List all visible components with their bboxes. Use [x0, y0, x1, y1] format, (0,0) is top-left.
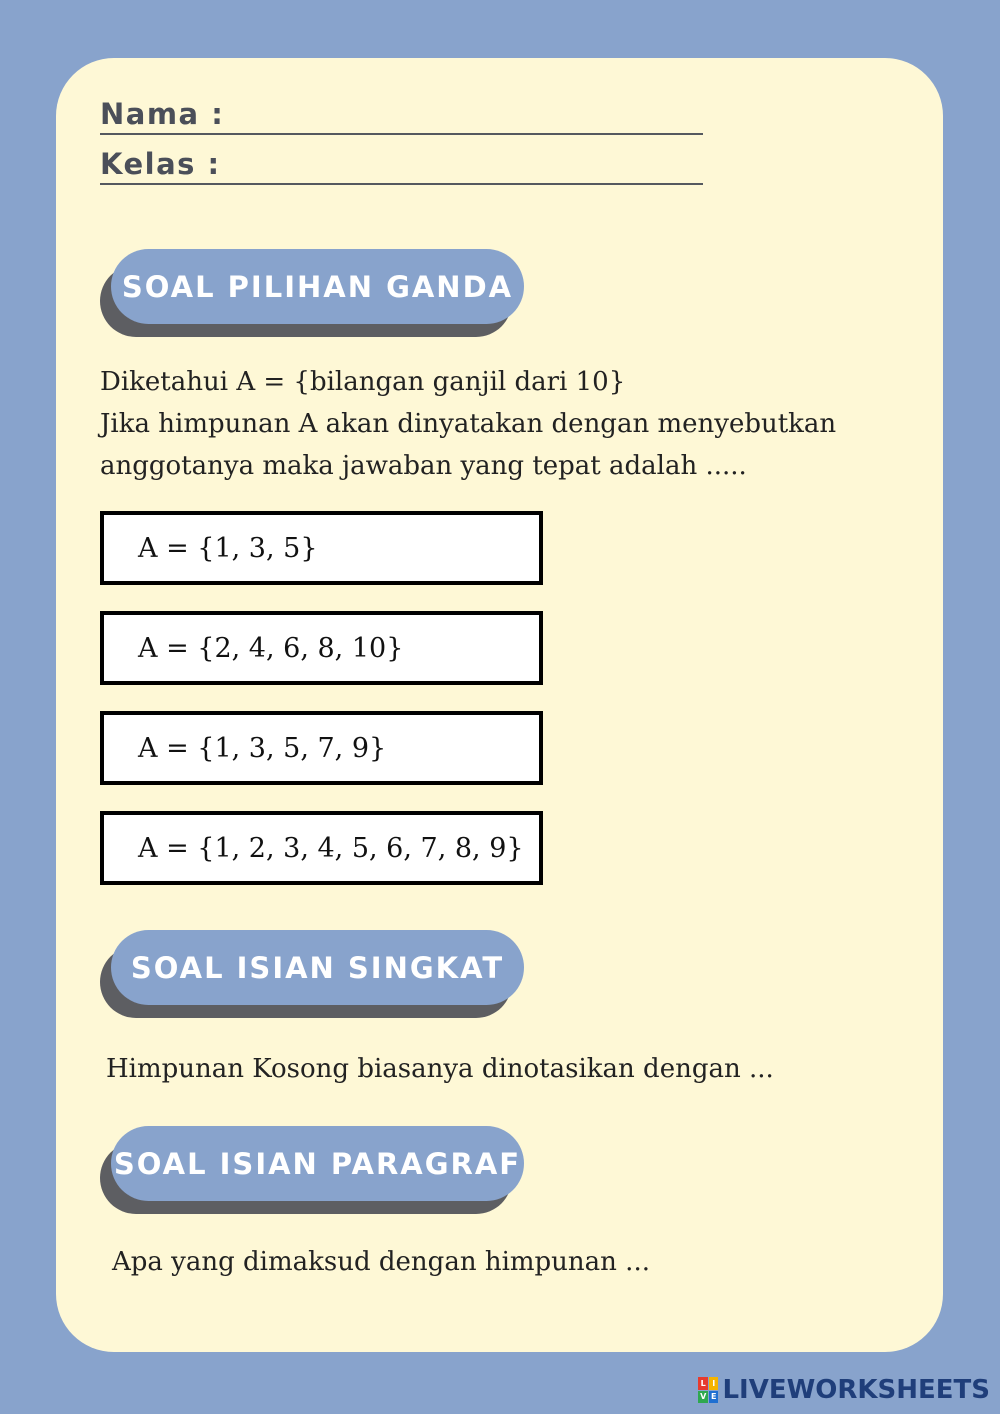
multiple-choice-heading [100, 249, 525, 339]
answer-option-3[interactable]: A = {1, 3, 5, 7, 9} [100, 711, 543, 785]
name-underline [100, 133, 703, 135]
short-answer-heading [100, 930, 525, 1020]
short-answer-title: SOAL ISIAN SINGKAT [111, 930, 524, 1005]
answer-option-2[interactable]: A = {2, 4, 6, 8, 10} [100, 611, 543, 685]
question-line: Jika himpunan A akan dinyatakan dengan menyebutkan [100, 409, 837, 439]
logo-text: LIVEWORKSHEETS [722, 1375, 990, 1405]
name-field[interactable] [100, 95, 703, 135]
question-line: anggotanya maka jawaban yang tepat adalah ..... [100, 451, 747, 481]
multiple-choice-question [100, 361, 836, 487]
paragraph-title: SOAL ISIAN PARAGRAF [111, 1126, 524, 1201]
multiple-choice-title: SOAL PILIHAN GANDA [111, 249, 524, 324]
paragraph-heading [100, 1126, 525, 1216]
liveworksheets-logo[interactable] [698, 1374, 990, 1406]
class-field[interactable] [100, 145, 703, 185]
answer-option-4[interactable]: A = {1, 2, 3, 4, 5, 6, 7, 8, 9} [100, 811, 543, 885]
short-answer-question: Himpunan Kosong biasanya dinotasikan dengan ... [106, 1054, 774, 1084]
paragraph-question: Apa yang dimaksud dengan himpunan ... [112, 1247, 650, 1277]
logo-badge-icon: L I V E [698, 1377, 718, 1403]
answer-option-1[interactable]: A = {1, 3, 5} [100, 511, 543, 585]
class-underline [100, 183, 703, 185]
class-label: Kelas : [100, 147, 221, 181]
question-line: Diketahui A = {bilangan ganjil dari 10} [100, 367, 626, 397]
name-label: Nama : [100, 97, 225, 131]
